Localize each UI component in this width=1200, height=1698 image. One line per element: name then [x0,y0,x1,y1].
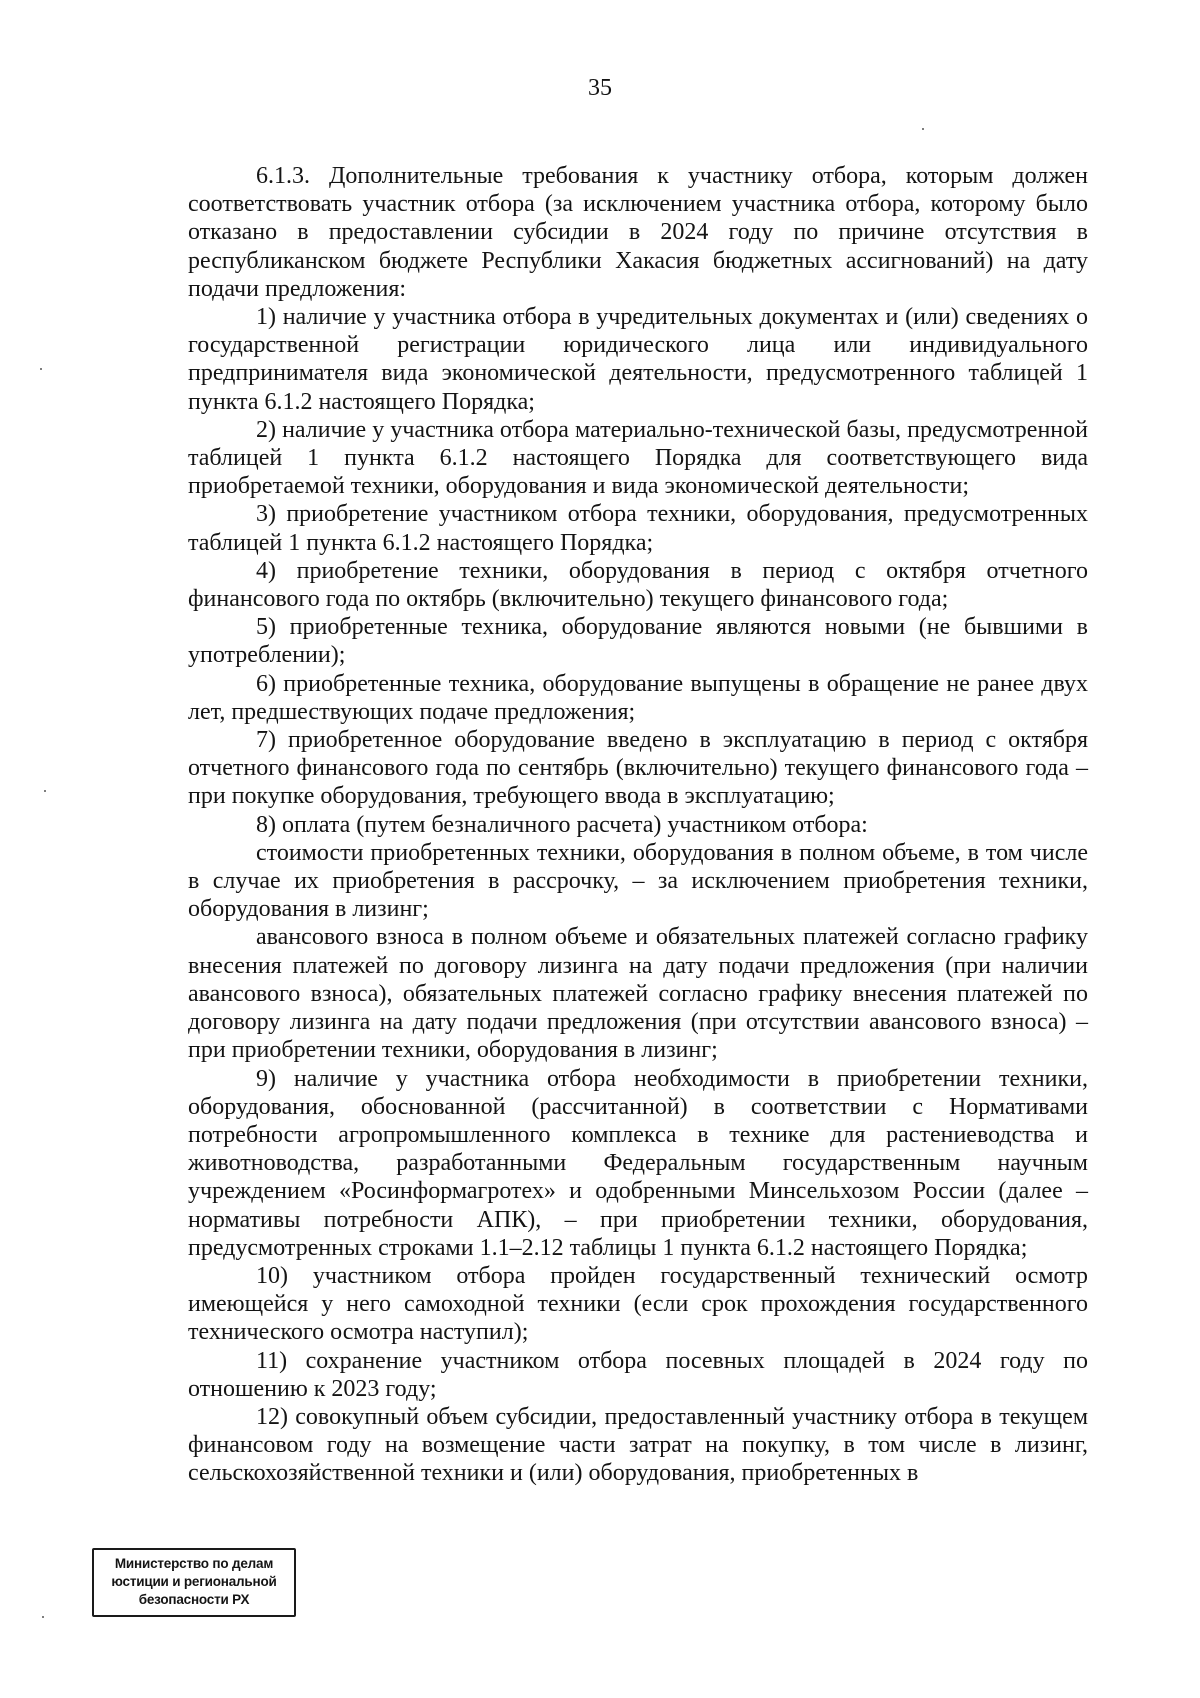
stamp-line: безопасности РХ [138,1592,250,1607]
ministry-stamp [92,1548,296,1617]
list-item-4: 4) приобретение техники, оборудования в период с октября отчетного финансового года по октябрь (включительно) текущего финансового года; [188,557,1088,613]
list-item-2: 2) наличие у участника отбора материально-технической базы, предусмотренной таблицей 1 пункта 6.1.2 настоящего Порядка для соответствующего вида приобретаемой техники, оборудования и вида экономической деятельности; [188,416,1088,500]
list-item-3: 3) приобретение участником отбора техники, оборудования, предусмотренных таблицей 1 пункта 6.1.2 настоящего Порядка; [188,501,1088,556]
scan-speck [922,128,924,130]
list-item-1: 1) наличие у участника отбора в учредительных документах и (или) сведениях о государственной регистрации юридического лица или индивидуального предпринимателя вида экономической деятельности, предусмотренного таблицей 1 пункта 6.1.2 настоящего Порядка; [188,304,1088,415]
scan-speck [44,790,46,792]
list-item-8-sub-1: стоимости приобретенных техники, оборудования в полном объеме, в том числе в случае их приобретения в рассрочку, – за исключением приобретения техники, оборудования в лизинг; [188,839,1088,923]
scan-speck [40,368,42,370]
list-item-5: 5) приобретенные техника, оборудование являются новыми (не бывшими в употреблении); [188,614,1088,669]
paragraph-6-1-3: 6.1.3. Дополнительные требования к участнику отбора, которым должен соответствовать участник отбора (за исключением участника отбора, которому было отказано в предоставлении субсидии в 2024 году по причине отсутствия в республиканском бюджете Республики Хакасия бюджетных ассигнований) на дату подачи предложения: [188,163,1088,302]
list-item-7: 7) приобретенное оборудование введено в эксплуатацию в период с октября отчетного финансового года по сентябрь (включительно) текущего финансового года – при покупке оборудования, требующего ввода в эксплуатацию; [188,727,1088,810]
stamp-line: Министерство по делам [114,1556,274,1571]
list-item-12: 12) совокупный объем субсидии, предоставленный участнику отбора в текущем финансовом году на возмещение части затрат на покупку, в том числе в лизинг, сельскохозяйственной техники и (или) оборудования, приобретенных в [188,1403,1088,1487]
document-body [188,162,1088,1488]
scan-speck [42,1616,44,1618]
stamp-line: юстиции и региональной [111,1574,277,1589]
list-item-8-sub-2: авансового взноса в полном объеме и обязательных платежей согласно графику внесения платежей по договору лизинга на дату подачи предложения (при наличии авансового взноса), обязательных платежей согласно графику внесения платежей по договору лизинга на дату подачи предложения (при отсутствии авансового взноса) – при приобретении техники, оборудования в лизинг; [188,924,1088,1064]
list-item-6: 6) приобретенные техника, оборудование выпущены в обращение не ранее двух лет, предшествующих подаче предложения; [188,670,1088,725]
page-number: 35 [588,75,612,101]
list-item-11: 11) сохранение участником отбора посевных площадей в 2024 году по отношению к 2023 году; [188,1347,1088,1402]
list-item-9: 9) наличие у участника отбора необходимости в приобретении техники, оборудования, обоснованной (рассчитанной) в соответствии с Нормативами потребности агропромышленного комплекса в технике для растениеводства и животноводства, разработанными Федеральным государственным научным учреждением «Росинформагротех» и одобренными Минсельхозом России (далее – нормативы потребности АПК), – при приобретении техники, оборудования, предусмотренных строками 1.1–2.12 таблицы 1 пункта 6.1.2 настоящего Порядка; [188,1065,1088,1261]
list-item-8: 8) оплата (путем безналичного расчета) участником отбора: [256,811,868,838]
list-item-10: 10) участником отбора пройден государственный технический осмотр имеющейся у него самоходной техники (если срок прохождения государственного технического осмотра наступил); [188,1262,1088,1346]
